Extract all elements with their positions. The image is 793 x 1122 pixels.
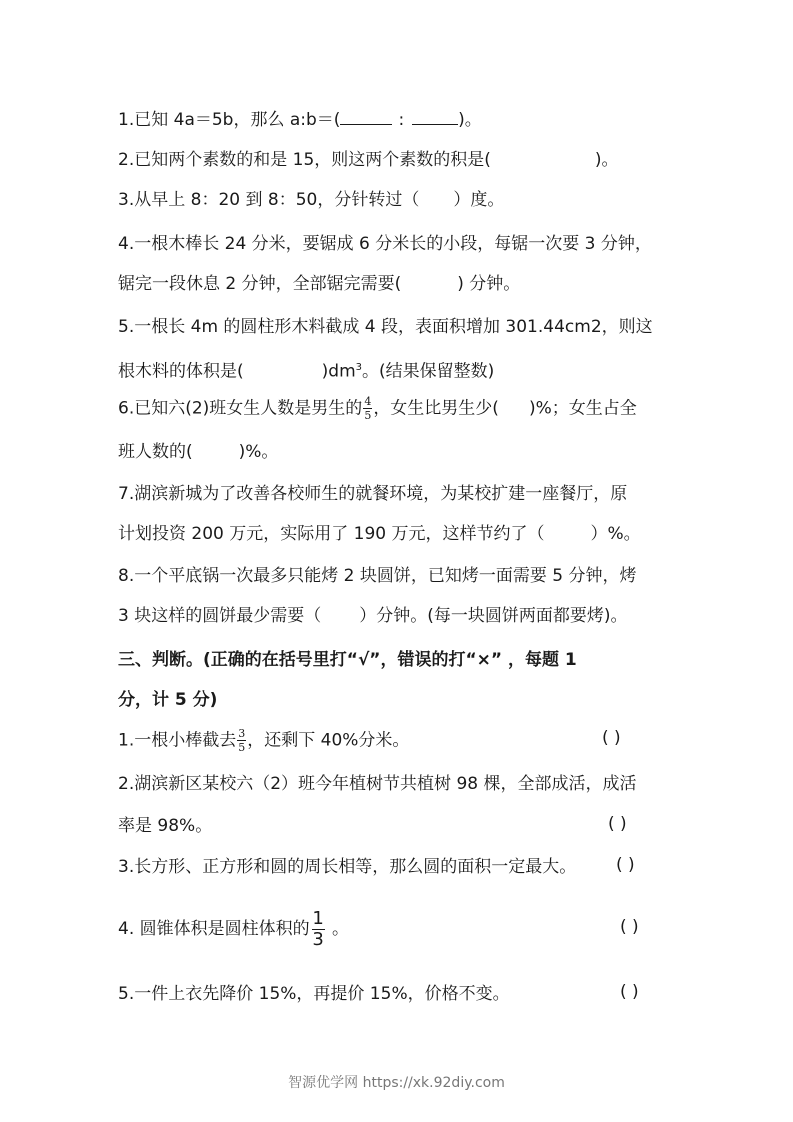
- q2-text: 2.已知两个素数的和是 15，则这两个素数的积是(: [118, 150, 491, 170]
- q5-unit: )dm: [321, 361, 356, 382]
- question-6-line-2: [118, 440, 278, 464]
- j4-fraction: [312, 907, 325, 950]
- question-8-line-1: 8.一个平底锅一次最多只能烤 2 块圆饼，已知烤一面需要 5 分钟，烤: [118, 566, 637, 586]
- j2-answer-paren[interactable]: ( ): [608, 814, 627, 834]
- section-3-heading-line-2: 分，计 5 分): [118, 690, 218, 710]
- q1-end: )。: [458, 110, 482, 130]
- j1-answer-paren[interactable]: ( ): [602, 728, 621, 748]
- q7-end: ）%。: [590, 524, 641, 544]
- q1-colon: :: [398, 110, 405, 130]
- q1-text: 1.已知 4a＝5b，那么 a:b＝(: [118, 110, 341, 130]
- j4-text-2: 。: [326, 919, 350, 939]
- q6-line2-text: 班人数的(: [118, 442, 193, 462]
- q6-text-2: ，女生比男生少(: [373, 398, 499, 419]
- question-5-line-2: [118, 356, 494, 384]
- j4-answer-paren[interactable]: ( ): [620, 917, 639, 937]
- judge-4: [118, 904, 349, 954]
- q5-note: 。(结果保留整数): [362, 361, 495, 382]
- q6-text-3: )%；女生占全: [528, 398, 637, 419]
- q1-blank-a[interactable]: [340, 106, 392, 125]
- question-4-line-2: [118, 272, 520, 296]
- judge-2-line-1: 2.湖滨新区某校六（2）班今年植树节共植树 98 棵，全部成活，成活: [118, 774, 637, 794]
- question-1: [118, 106, 482, 132]
- q6-fraction-numerator: 4: [364, 395, 372, 408]
- j5-answer-paren[interactable]: ( ): [620, 982, 639, 1002]
- question-8-line-2: [118, 604, 628, 628]
- section-3-heading-line-1: 三、判断。(正确的在括号里打“√”，错误的打“×” ，每题 1: [118, 650, 577, 670]
- q6-fraction: [363, 396, 372, 421]
- j1-fraction-numerator: 3: [238, 727, 246, 740]
- question-6-line-1: [118, 396, 637, 421]
- j1-text: 1.一根小棒截去: [118, 730, 237, 751]
- q3-end: ）度。: [453, 190, 505, 210]
- j1-fraction-denominator: 5: [238, 741, 246, 754]
- j4-text: 4. 圆锥体积是圆柱体积的: [118, 919, 310, 939]
- j4-fraction-denominator: 3: [312, 928, 324, 950]
- question-7-line-2: [118, 522, 641, 546]
- question-2: [118, 148, 619, 172]
- question-3: [118, 188, 504, 212]
- judge-3: 3.长方形、正方形和圆的周长相等，那么圆的面积一定最大。: [118, 857, 577, 877]
- q3-text: 3.从早上 8：20 到 8：50，分针转过（: [118, 190, 420, 210]
- judge-1: [118, 728, 409, 753]
- question-7-line-1: 7.湖滨新城为了改善各校师生的就餐环境，为某校扩建一座餐厅，原: [118, 484, 628, 504]
- judge-2-line-2: 率是 98%。: [118, 816, 213, 836]
- j3-answer-paren[interactable]: ( ): [616, 855, 635, 875]
- q2-end: )。: [594, 150, 619, 170]
- j1-fraction: [237, 728, 246, 753]
- footer-watermark: 智源优学网 https://xk.92diy.com: [288, 1075, 505, 1091]
- q1-blank-b[interactable]: [412, 106, 458, 125]
- j4-fraction-numerator: 1: [312, 907, 324, 929]
- q7-text: 计划投资 200 万元，实际用了 190 万元，这样节约了（: [118, 524, 545, 544]
- q6-end: )%。: [238, 442, 279, 462]
- q6-text: 6.已知六(2)班女生人数是男生的: [118, 398, 363, 419]
- q6-fraction-denominator: 5: [364, 409, 372, 422]
- q4-end: ) 分钟。: [457, 274, 521, 294]
- question-4-line-1: 4.一根木棒长 24 分米，要锯成 6 分米长的小段，每锯一次要 3 分钟，: [118, 234, 652, 254]
- q5-text: 根木料的体积是(: [118, 361, 244, 382]
- q8-end: ）分钟。(每一块圆饼两面都要烤)。: [359, 606, 628, 626]
- question-5-line-1: 5.一根长 4m 的圆柱形木料截成 4 段，表面积增加 301.44cm2，则这: [118, 317, 653, 337]
- q8-text: 3 块这样的圆饼最少需要（: [118, 606, 322, 626]
- q5-unit-exponent: 3: [355, 362, 362, 373]
- j1-text-2: ，还剩下 40%分米。: [247, 730, 410, 751]
- judge-5: 5.一件上衣先降价 15%，再提价 15%，价格不变。: [118, 984, 510, 1004]
- q4-text: 锯完一段休息 2 分钟，全部锯完需要(: [118, 274, 402, 294]
